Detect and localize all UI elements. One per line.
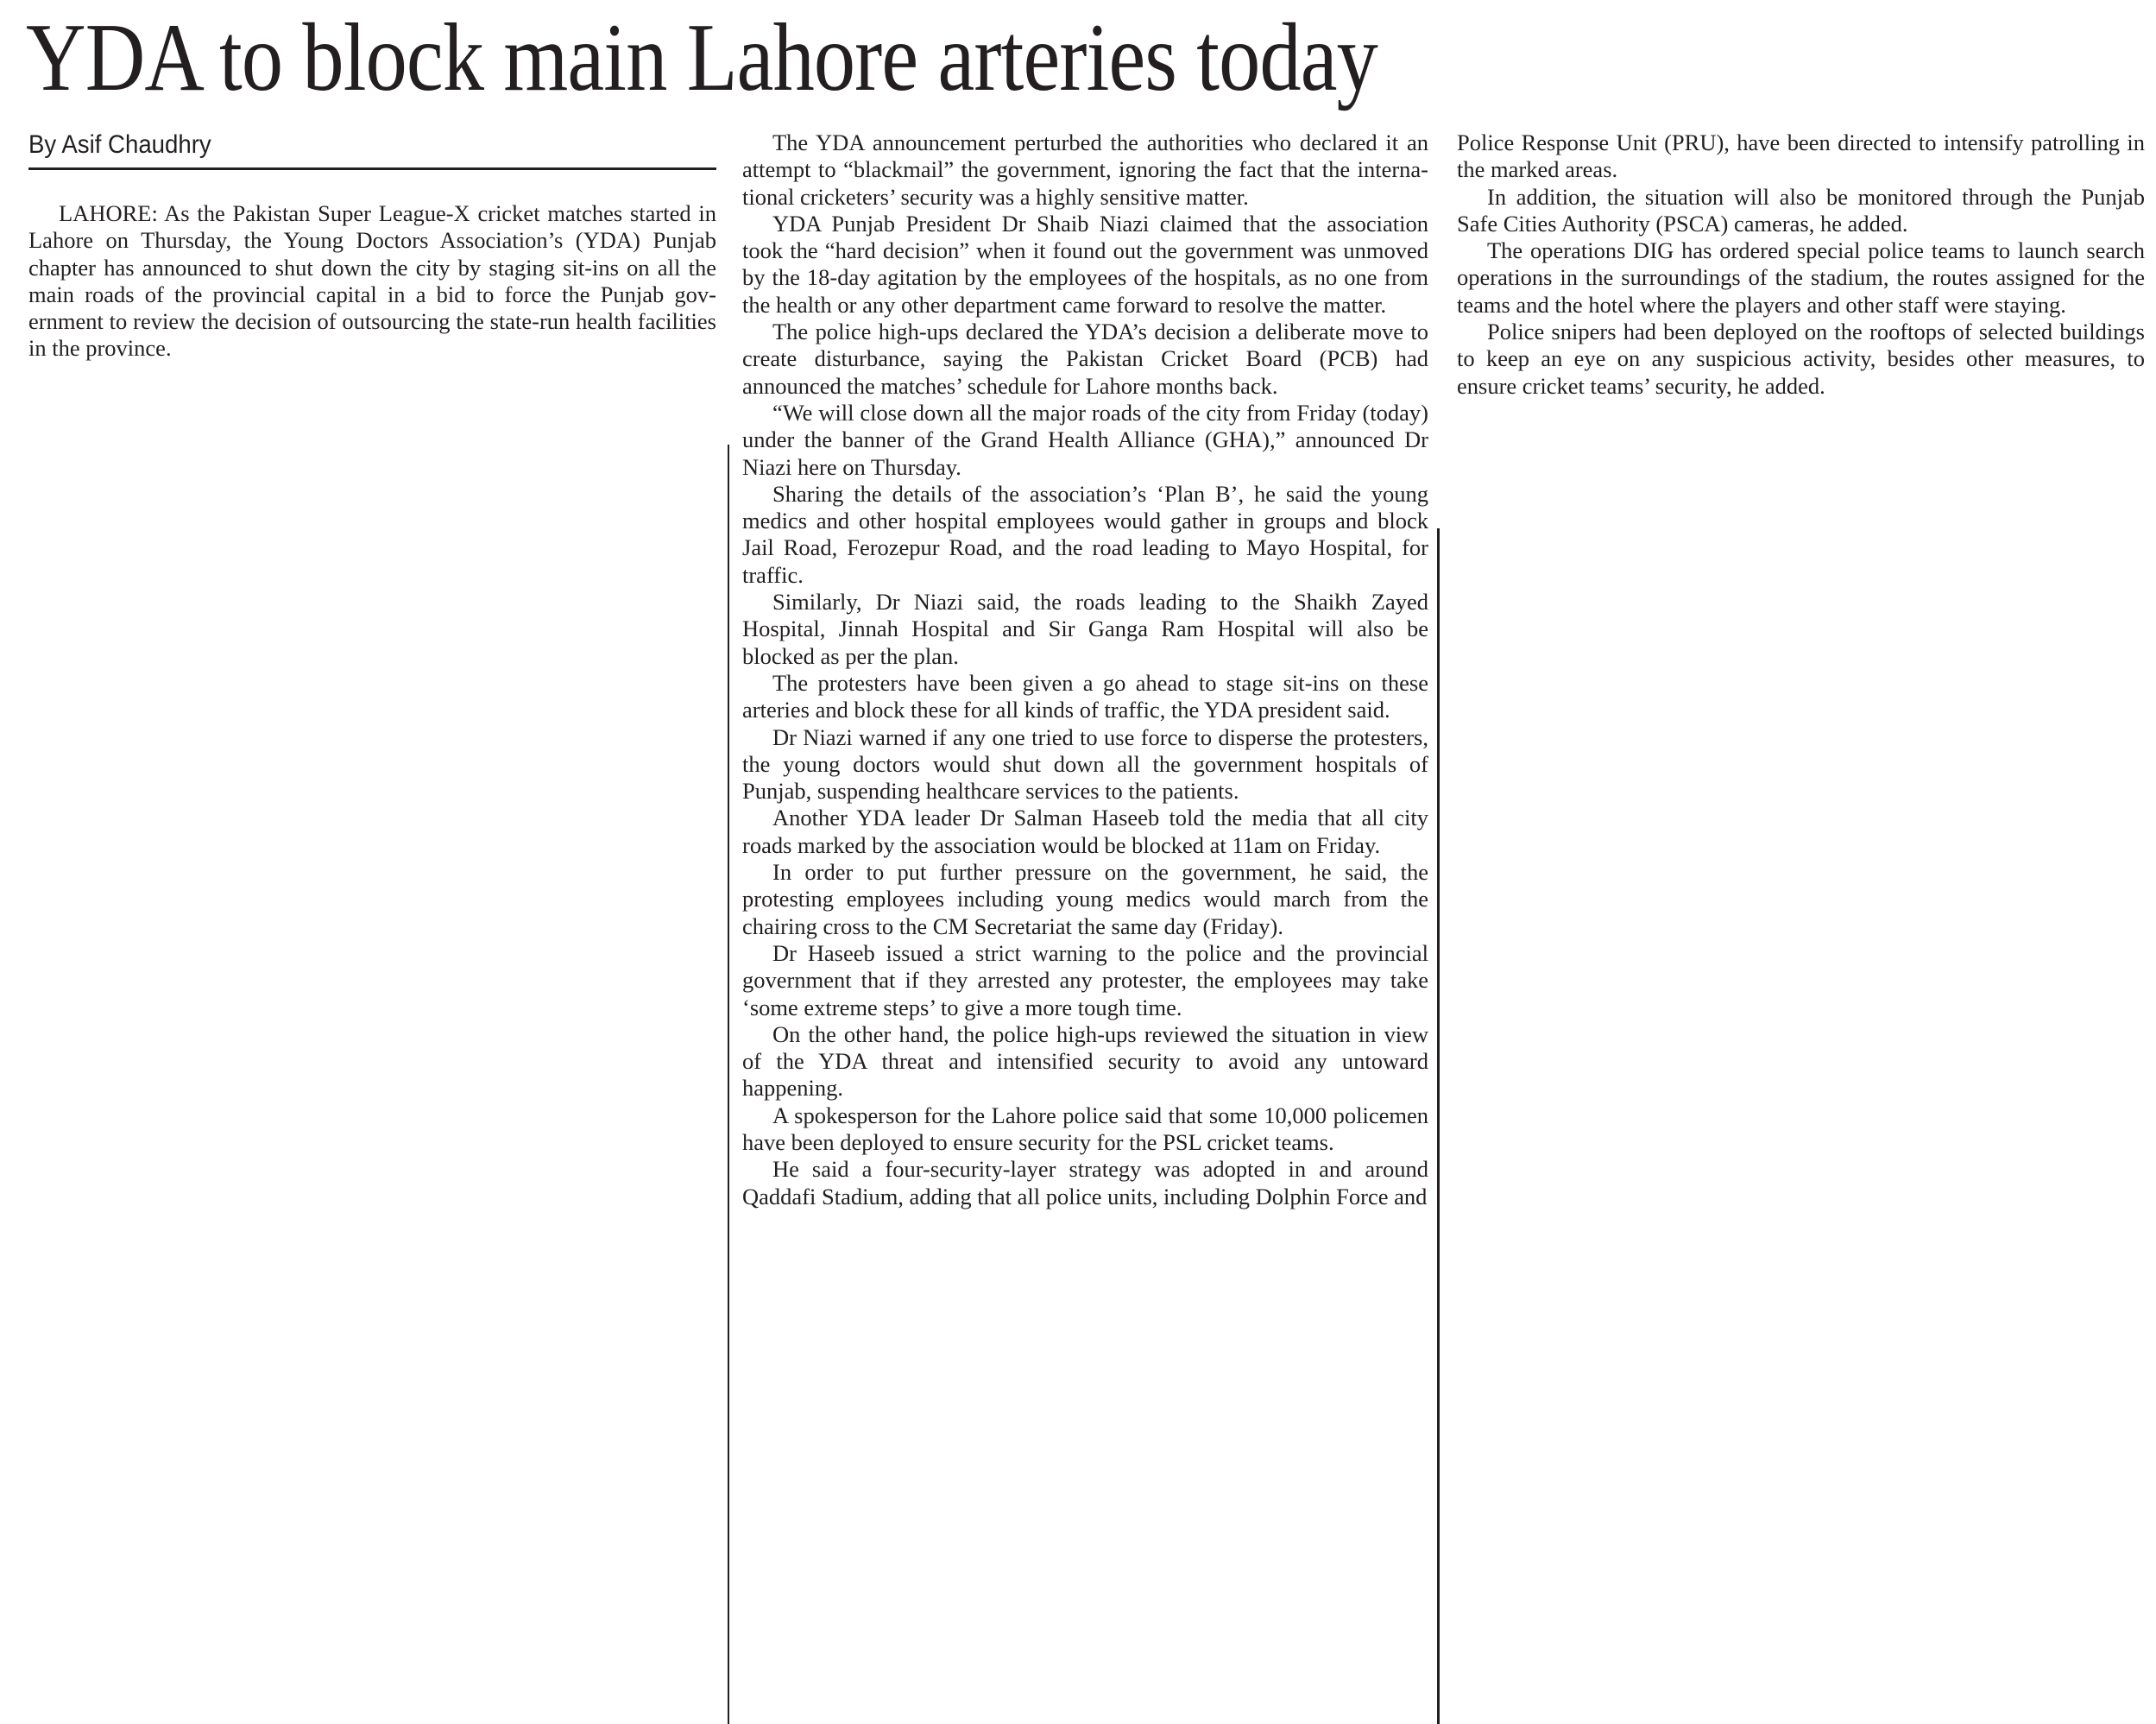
article-column-2 <box>742 129 1428 1210</box>
paragraph: In addition, the situation will also be monitored through the Punjab Safe Cities Authority (PSCA) cameras, he added. <box>1457 183 2145 237</box>
paragraph: YDA Punjab President Dr Shaib Niazi claimed that the association took the “hard decision” when it found out the government was unmoved by the 18-day agitation by the employees of the hospitals, as no one from the health or any other department came forward to resolve the matter. <box>742 210 1428 318</box>
paragraph: The YDA announcement perturbed the authorities who declared it an attempt to “blackmail” the government, ignoring the fact that the international cricketers’ security was a highly sensitive matter. <box>742 129 1428 210</box>
byline: By Asif Chaudhry <box>28 130 211 159</box>
column-divider-2 <box>1437 528 1440 1724</box>
article-column-1 <box>28 200 716 363</box>
paragraph: On the other hand, the police high-ups reviewed the situation in view of the YDA threat and intensified security to avoid any untoward happening. <box>742 1020 1428 1102</box>
paragraph: Sharing the details of the association’s ‘Plan B’, he said the young medics and other hospital employees would gather in groups and block Jail Road, Ferozepur Road, and the road leading to Mayo Hospital, for traffic. <box>742 480 1428 588</box>
paragraph: In order to put further pressure on the government, he said, the protesting employees including young medics would march from the chairing cross to the CM Secretariat the same day (Friday). <box>742 859 1428 939</box>
column-divider-1 <box>728 445 729 1724</box>
paragraph: He said a four-security-layer strategy was adopted in and around Qaddafi Stadium, adding that all police units, including Dolphin Force and <box>742 1156 1428 1209</box>
paragraph: The police high-ups declared the YDA’s decision a deliberate move to create disturbance, saying the Pakistan Cricket Board (PCB) had announced the matches’ schedule for Lahore months back. <box>742 319 1428 399</box>
paragraph: The protesters have been given a go ahead to stage sit-ins on these arteries and block these for all kinds of traffic, the YDA president said. <box>742 669 1428 723</box>
paragraph: The operations DIG has ordered special police teams to launch search operations in the surroundings of the stadium, the routes assigned for the teams and the hotel where the players and other staff were staying. <box>1457 237 2145 318</box>
paragraph-continued: Police Response Unit (PRU), have been directed to intensify patrolling in the marked areas. <box>1457 129 2145 183</box>
paragraph: Police snipers had been deployed on the rooftops of selected buildings to keep an eye on any suspicious activity, besides other measures, to ensure cricket teams’ security, he added. <box>1457 319 2145 399</box>
headline: YDA to block main Lahore arteries today <box>26 4 1377 111</box>
paragraph: LAHORE: As the Pakistan Super League-X cricket matches started in Lahore on Thursday, the Young Doctors Association’s (YDA) Punjab chapter has announced to shut down the city by staging sit-ins on all the main roads of the provincial capital in a bid to force the Punjab government to review the decision of outsourcing the state-run health facilities in the province. <box>28 200 716 362</box>
paragraph: Dr Niazi warned if any one tried to use force to disperse the protesters, the young doctors would shut down all the government hospitals of Punjab, suspending healthcare services to the patients. <box>742 723 1428 805</box>
paragraph: “We will close down all the major roads of the city from Friday (today) under the banner of the Grand Health Alliance (GHA),” announced Dr Niazi here on Thursday. <box>742 399 1428 480</box>
paragraph: Similarly, Dr Niazi said, the roads leading to the Shaikh Zayed Hospital, Jinnah Hospital and Sir Ganga Ram Hospital will also be blocked as per the plan. <box>742 589 1428 669</box>
paragraph: Dr Haseeb issued a strict warning to the police and the provincial government that if they arrested any protester, the employees may take ‘some extreme steps’ to give a more tough time. <box>742 939 1428 1020</box>
byline-divider <box>28 167 716 170</box>
paragraph: Another YDA leader Dr Salman Haseeb told the media that all city roads marked by the association would be blocked at 11am on Friday. <box>742 805 1428 858</box>
article-column-3 <box>1457 129 2145 400</box>
paragraph: A spokesperson for the Lahore police said that some 10,000 policemen have been deployed to ensure security for the PSL cricket teams. <box>742 1102 1428 1155</box>
